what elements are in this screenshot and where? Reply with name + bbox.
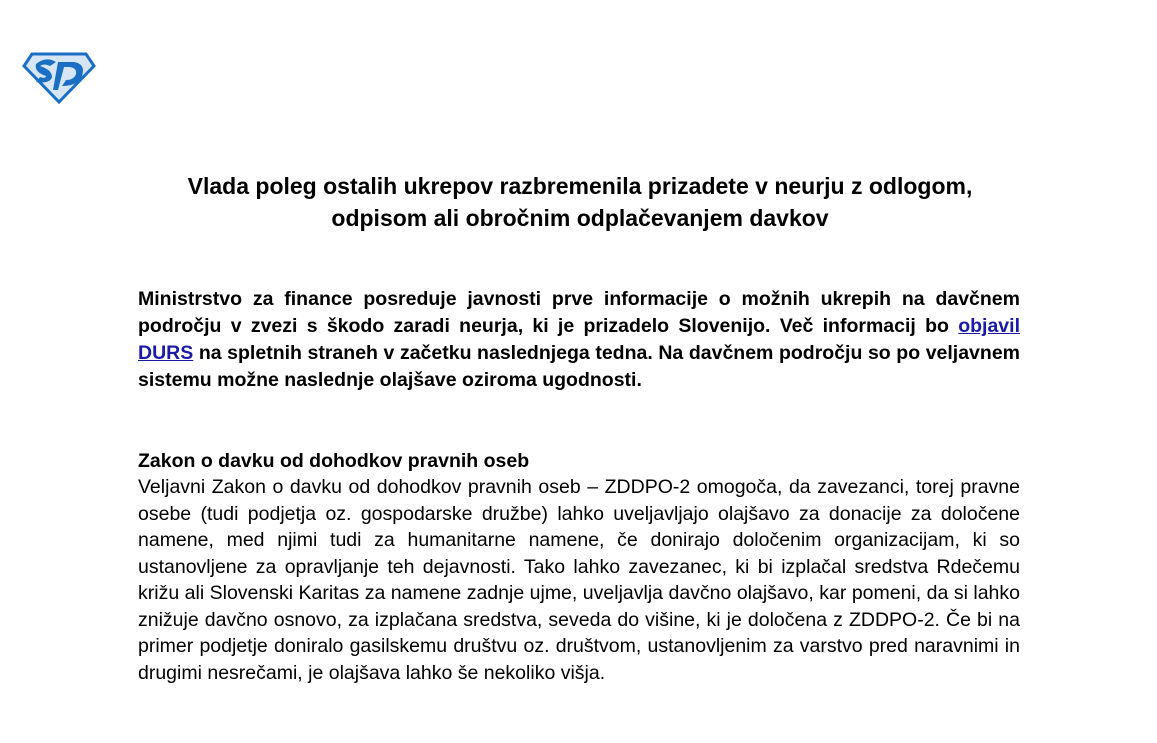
section-body: Veljavni Zakon o davku od dohodkov pravnih oseb – ZDDPO-2 omogoča, da zavezanci, torej pravne osebe (tudi podjetja oz. gospodarske družbe) lahko uveljavljajo olajšavo za donacije za določene namene, med njimi tudi za humanitarne namene, če donirajo določenim organizacijam, ki so ustanovljene za opravljanje teh dejavnosti. Tako lahko zavezanec, ki bi izplačal sredstva Rdečemu križu ali Slovenski Karitas za namene zadnje ujme, uveljavlja davčno olajšavo, kar pomeni, da si lahko znižuje davčno osnovo, za izplačana sredstva, seveda do višine, ki je določena z ZDDPO-2. Če bi na primer podjetje doniralo gasilskemu društvu oz. društvom, ustanovljenim za varstvo pred naravnimi in drugimi nesrečami, je olajšava lahko še nekoliko višja. xyxy=(138,476,1020,684)
durs-link[interactable]: objavil DURS xyxy=(138,315,1020,364)
shield-logo-icon xyxy=(22,50,96,104)
section-heading: Zakon o davku od dohodkov pravnih oseb xyxy=(138,450,530,472)
intro-paragraph xyxy=(138,286,1020,394)
intro-text-after-link: na spletnih straneh v začetku naslednjega tedna. Na davčnem področju so po veljavnem sistemu možne naslednje olajšave oziroma ugodnosti. xyxy=(138,342,1020,391)
document-title: Vlada poleg ostalih ukrepov razbremenila prizadete v neurju z odlogom, odpisom ali obročnim odplačevanjem davkov xyxy=(187,173,973,231)
intro-text-before-link: Ministrstvo za finance posreduje javnosti prve informacije o možnih ukrepih na davčnem področju v zvezi s škodo zaradi neurja, ki je prizadelo Slovenijo. Več informacij bo xyxy=(138,288,1020,337)
sd-logo xyxy=(22,50,96,104)
